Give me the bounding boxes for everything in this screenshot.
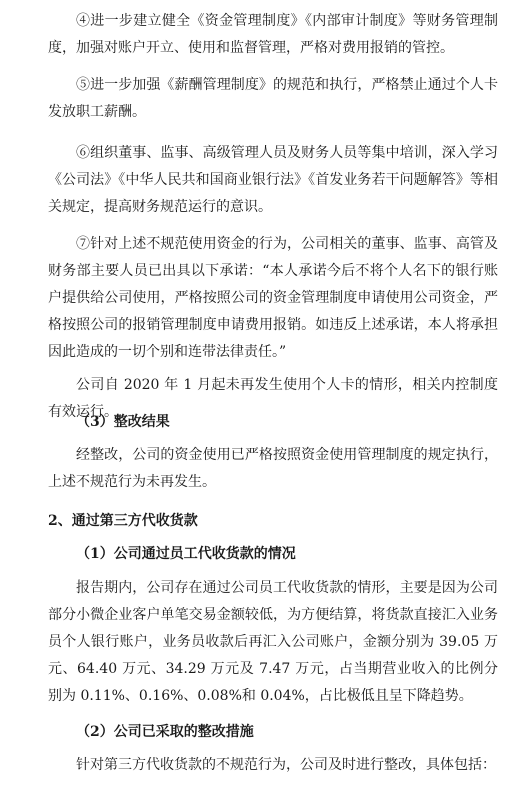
paragraph-measure-7: ⑦针对上述不规范使用资金的行为，公司相关的董事、监事、高管及财务部主要人员已出具以下承诺：“本人承诺今后不将个人名下的银行账户提供给公司使用，严格按照公司的资金管理制度申请使用公司资金，严格按照公司的报销管理制度申请费用报销。如违反上述承诺，本人将承担因此造成的一切个别和连带法律责任。” bbox=[48, 236, 498, 360]
paragraph-measure-4: ④进一步建立健全《资金管理制度》《内部审计制度》等财务管理制度，加强对账户开立、使用和监督管理，严格对费用报销的管控。 bbox=[48, 13, 498, 56]
paragraph-employee-collection: 报告期内，公司存在通过公司员工代收货款的情形，主要是因为公司部分小微企业客户单笔交易金额较低，为方便结算，将货款直接汇入业务员个人银行账户，业务员收款后再汇入公司账户，金额分别为 39.05 万元、64.40 万元、34.29 万元及 7.47 万元，占当期营业收入的比例分别为 0.11%、0.16%、0.08%和 0.04%，占比极低且呈下降趋势。 bbox=[48, 580, 498, 704]
heading-employee-collection: （1）公司通过员工代收货款的情况 bbox=[76, 546, 296, 562]
paragraph-measure-5: ⑤进一步加强《薪酬管理制度》的规范和执行，严格禁止通过个人卡发放职工薪酬。 bbox=[48, 77, 498, 120]
paragraph-measure-6: ⑥组织董事、监事、高级管理人员及财务人员等集中培训，深入学习《公司法》《中华人民共和国商业银行法》《首发业务若干问题解答》等相关规定，提高财务规范运行的意识。 bbox=[48, 145, 498, 215]
paragraph-effective-date: 公司自 2020 年 1 月起未再发生使用个人卡的情形，相关内控制度有效运行。 bbox=[48, 377, 498, 420]
heading-rectification-result: （3）整改结果 bbox=[76, 414, 170, 430]
heading-third-party-collection: 2、通过第三方代收货款 bbox=[48, 513, 198, 529]
paragraph-measures-intro: 针对第三方代收货款的不规范行为，公司及时进行整改，具体包括： bbox=[76, 757, 496, 773]
heading-measures-taken: （2）公司已采取的整改措施 bbox=[76, 724, 254, 740]
paragraph-rectification-result: 经整改，公司的资金使用已严格按照资金使用管理制度的规定执行，上述不规范行为未再发生。 bbox=[48, 447, 498, 490]
